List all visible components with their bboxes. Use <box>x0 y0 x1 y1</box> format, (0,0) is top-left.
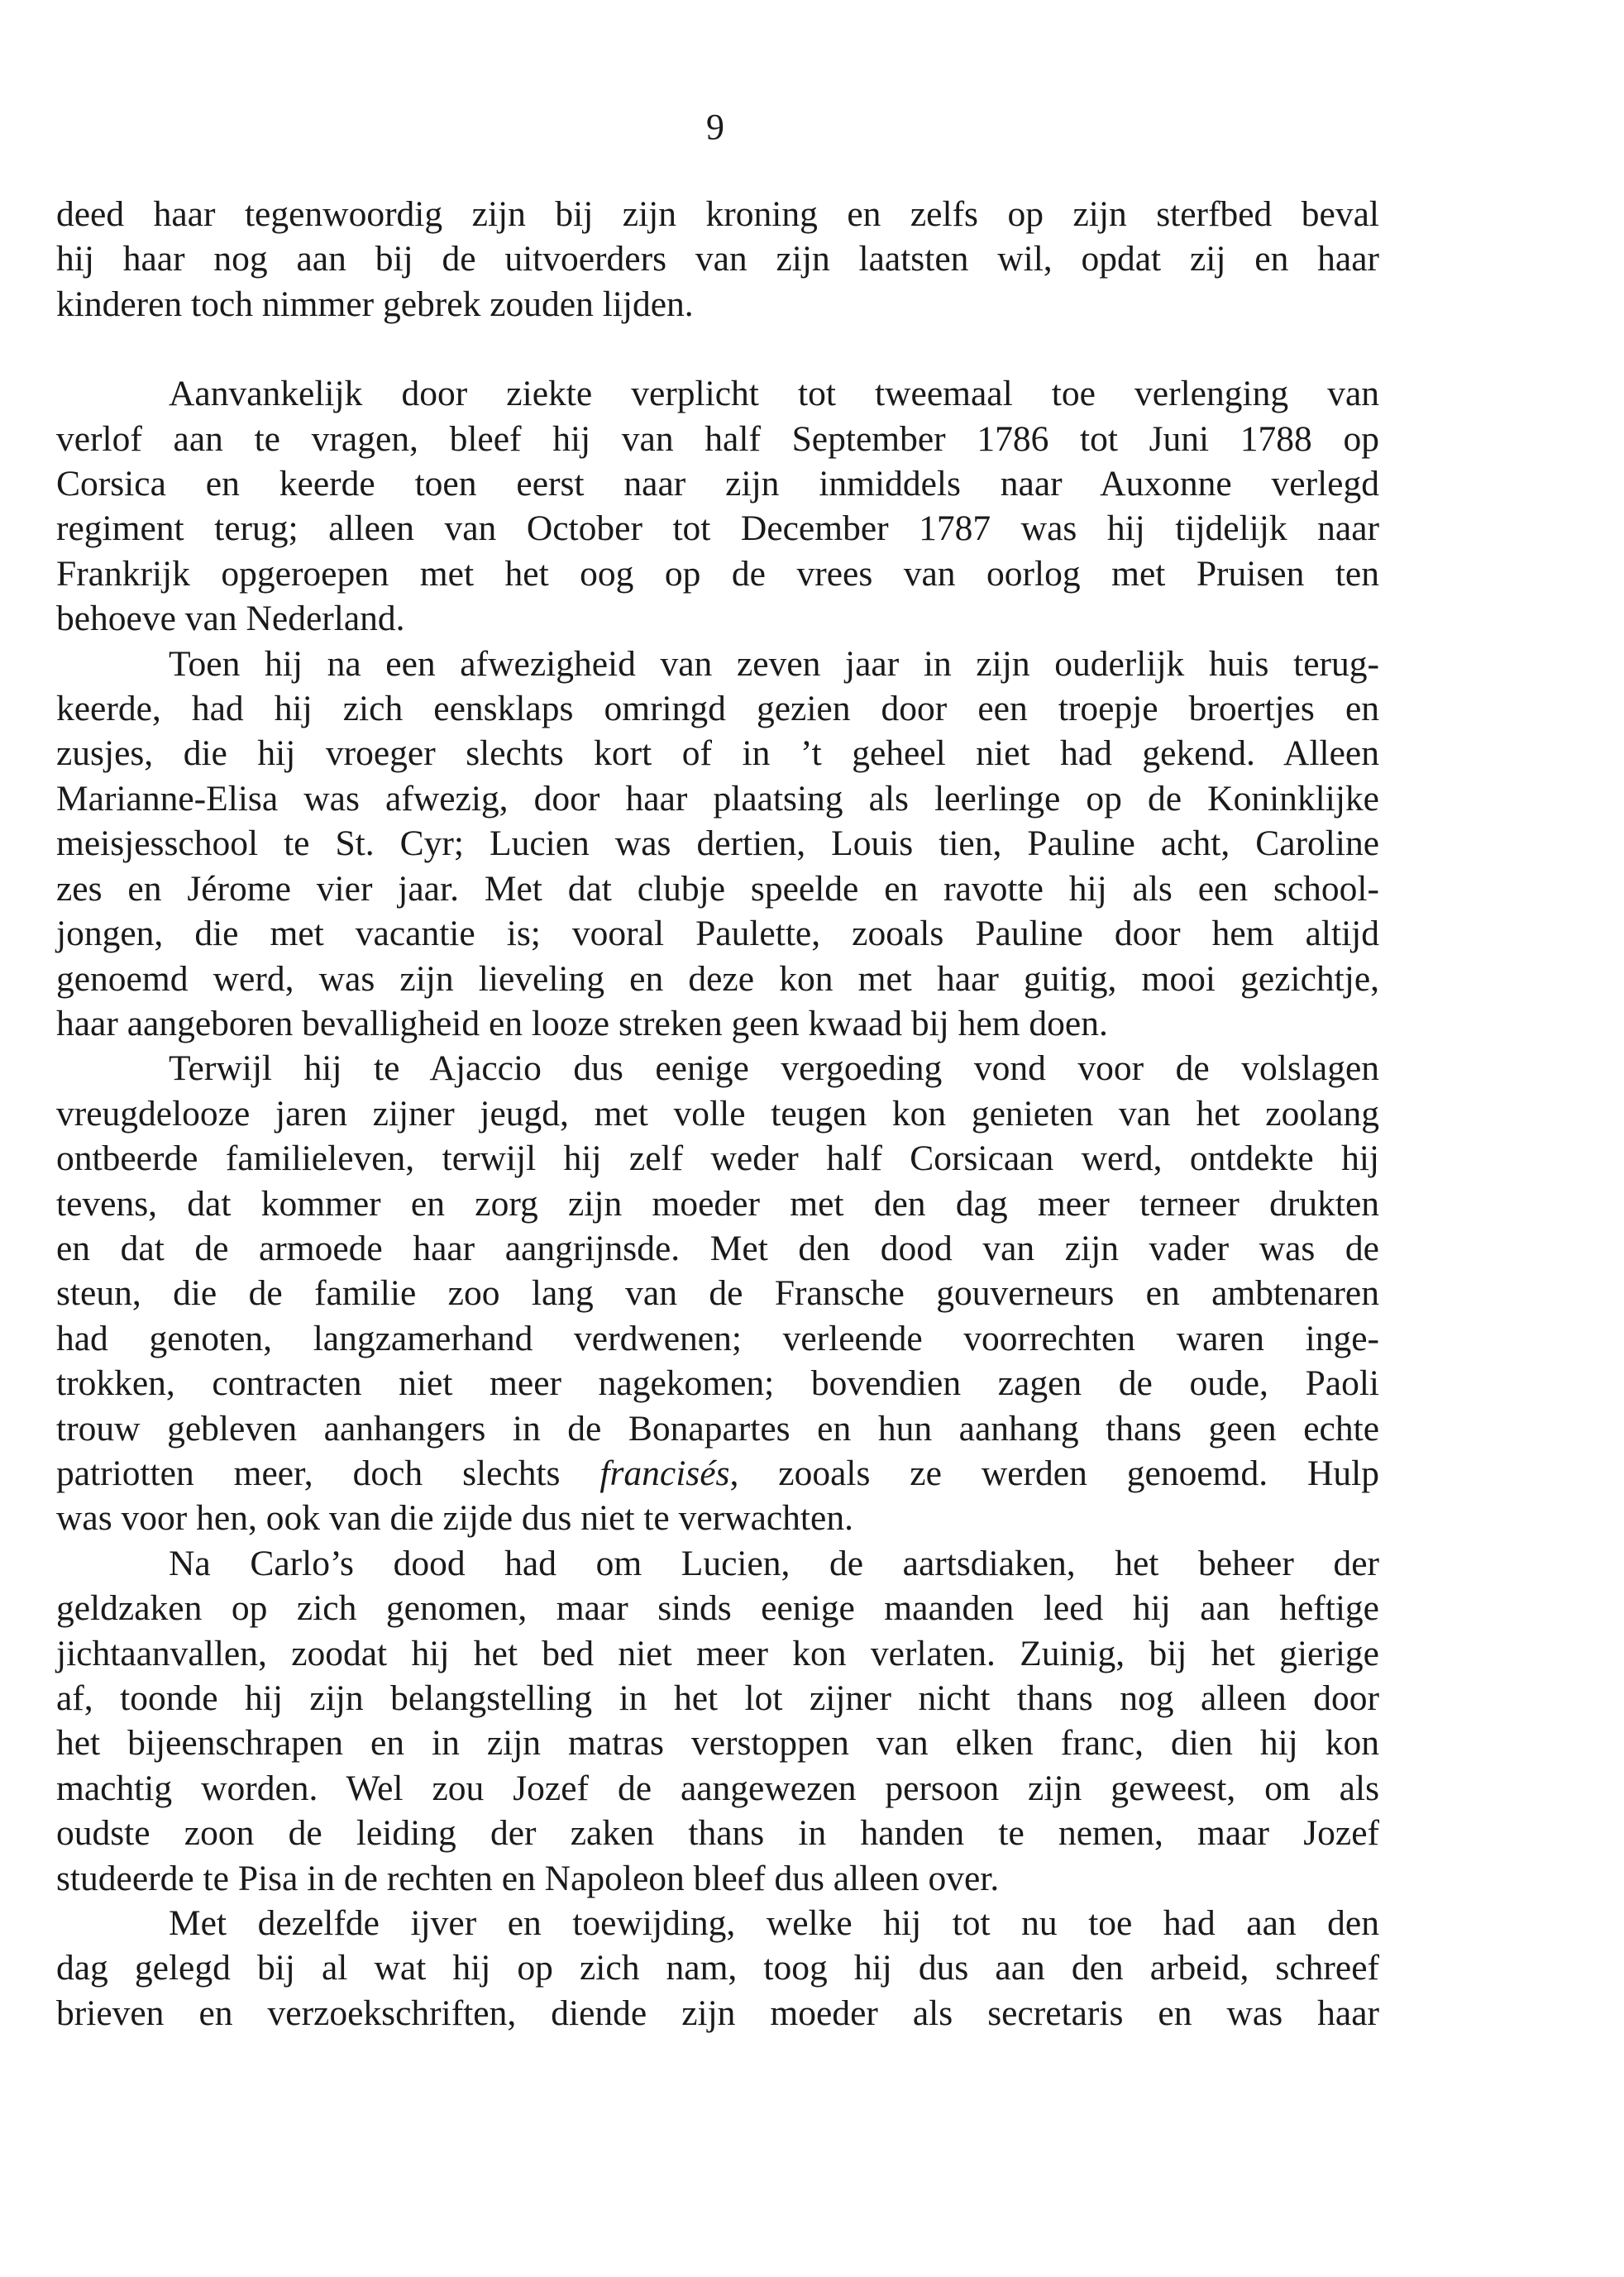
italic-word: francisés <box>599 1453 730 1493</box>
text-line: hij haar nog aan bij de uitvoerders van zijn laatsten wil, opdat zij en haar <box>56 239 1379 279</box>
text-line: en dat de armoede haar aangrijnsde. Met den dood van zijn vader was de <box>56 1228 1379 1268</box>
paragraph-6 <box>56 1901 1379 2036</box>
paragraph-5 <box>56 1541 1379 1901</box>
text-line: keerde, had hij zich eensklaps omringd gezien door een troepje broertjes en <box>56 689 1379 729</box>
text-line: dag gelegd bij al wat hij op zich nam, toog hij dus aan den arbeid, schreef <box>56 1948 1379 1988</box>
text-line: brieven en verzoekschriften, diende zijn moeder als secretaris en was haar <box>56 1993 1379 2033</box>
text-line: studeerde te Pisa in de rechten en Napoleon bleef dus alleen over. <box>56 1858 1000 1898</box>
text-line: haar aangeboren bevalligheid en looze streken geen kwaad bij hem doen. <box>56 1003 1108 1043</box>
text-line: zusjes, die hij vroeger slechts kort of in ’t geheel niet had gekend. Alleen <box>56 733 1379 774</box>
text-line: Corsica en keerde toen eerst naar zijn inmiddels naar Auxonne verlegd <box>56 464 1379 504</box>
text-line: machtig worden. Wel zou Jozef de aangewezen persoon zijn geweest, om als <box>56 1768 1379 1808</box>
text-line: geldzaken op zich genomen, maar sinds eenige maanden leed hij aan heftige <box>56 1588 1379 1629</box>
text-line: Met dezelfde ijver en toewijding, welke hij tot nu toe had aan den <box>169 1903 1379 1944</box>
text-line: Toen hij na een afwezigheid van zeven jaar in zijn ouderlijk huis terug- <box>169 643 1379 684</box>
text-line: Na Carlo’s dood had om Lucien, de aartsdiaken, het beheer der <box>169 1543 1379 1583</box>
text-line: ontbeerde familieleven, terwijl hij zelf weder half Corsicaan werd, ontdekte hij <box>56 1138 1379 1179</box>
text-line: vreugdelooze jaren zijner jeugd, met volle teugen kon genieten van het zoolang <box>56 1093 1379 1134</box>
text-line: af, toonde hij zijn belangstelling in het lot zijner nicht thans nog alleen door <box>56 1678 1379 1718</box>
text-line: Frankrijk opgeroepen met het oog op de vrees van oorlog met Pruisen ten <box>56 553 1379 594</box>
text-line: behoeve van Nederland. <box>56 599 405 639</box>
text-line: jichtaanvallen, zoodat hij het bed niet meer kon verlaten. Zuinig, bij het gierige <box>56 1633 1379 1673</box>
body-text <box>56 192 1379 2036</box>
text-line: genoemd werd, was zijn lieveling en deze kon met haar guitig, mooi gezichtje, <box>56 958 1379 999</box>
paragraph-1 <box>56 192 1379 327</box>
text-segment: , zooals ze werden genoemd. Hulp <box>729 1453 1380 1493</box>
text-line: trokken, contracten niet meer nagekomen; bovendien zagen de oude, Paoli <box>56 1363 1379 1404</box>
text-line: zes en Jérome vier jaar. Met dat clubje speelde en ravotte hij als een school- <box>56 868 1379 909</box>
paragraph-3 <box>56 642 1379 1047</box>
text-line: was voor hen, ook van die zijde dus niet te verwachten. <box>56 1498 853 1539</box>
text-line: Marianne-Elisa was afwezig, door haar plaatsing als leerlinge op de Koninklijke <box>56 778 1379 819</box>
text-line: tevens, dat kommer en zorg zijn moeder met den dag meer terneer drukten <box>56 1183 1379 1224</box>
text-line: had genoten, langzamerhand verdwenen; verleende voorrechten waren inge- <box>56 1318 1379 1358</box>
text-line: regiment terug; alleen van October tot December 1787 was hij tijdelijk naar <box>56 508 1379 549</box>
text-line: verlof aan te vragen, bleef hij van half September 1786 tot Juni 1788 op <box>56 418 1379 459</box>
text-line: jongen, die met vacantie is; vooral Paulette, zooals Pauline door hem altijd <box>56 914 1379 954</box>
text-line-with-italic <box>56 1451 1379 1496</box>
text-line: Aanvankelijk door ziekte verplicht tot tweemaal toe verlenging van <box>169 374 1379 414</box>
text-segment: patriotten meer, doch slechts <box>56 1453 561 1493</box>
paragraph-4 <box>56 1046 1379 1540</box>
text-line: het bijeenschrapen en in zijn matras verstoppen van elken franc, dien hij kon <box>56 1723 1379 1764</box>
text-line: Terwijl hij te Ajaccio dus eenige vergoeding vond voor de volslagen <box>169 1048 1379 1089</box>
page-number: 9 <box>706 107 724 147</box>
text-line: kinderen toch nimmer gebrek zouden lijden. <box>56 284 694 324</box>
paragraph-2 <box>56 371 1379 641</box>
text-line: oudste zoon de leiding der zaken thans in handen te nemen, maar Jozef <box>56 1813 1379 1854</box>
text-line: trouw gebleven aanhangers in de Bonapartes en hun aanhang thans geen echte <box>56 1408 1379 1449</box>
text-line: steun, die de familie zoo lang van de Fransche gouverneurs en ambtenaren <box>56 1273 1379 1314</box>
text-line: meisjesschool te St. Cyr; Lucien was dertien, Louis tien, Pauline acht, Caroline <box>56 823 1379 864</box>
text-line: deed haar tegenwoordig zijn bij zijn kroning en zelfs op zijn sterfbed beval <box>56 194 1379 234</box>
